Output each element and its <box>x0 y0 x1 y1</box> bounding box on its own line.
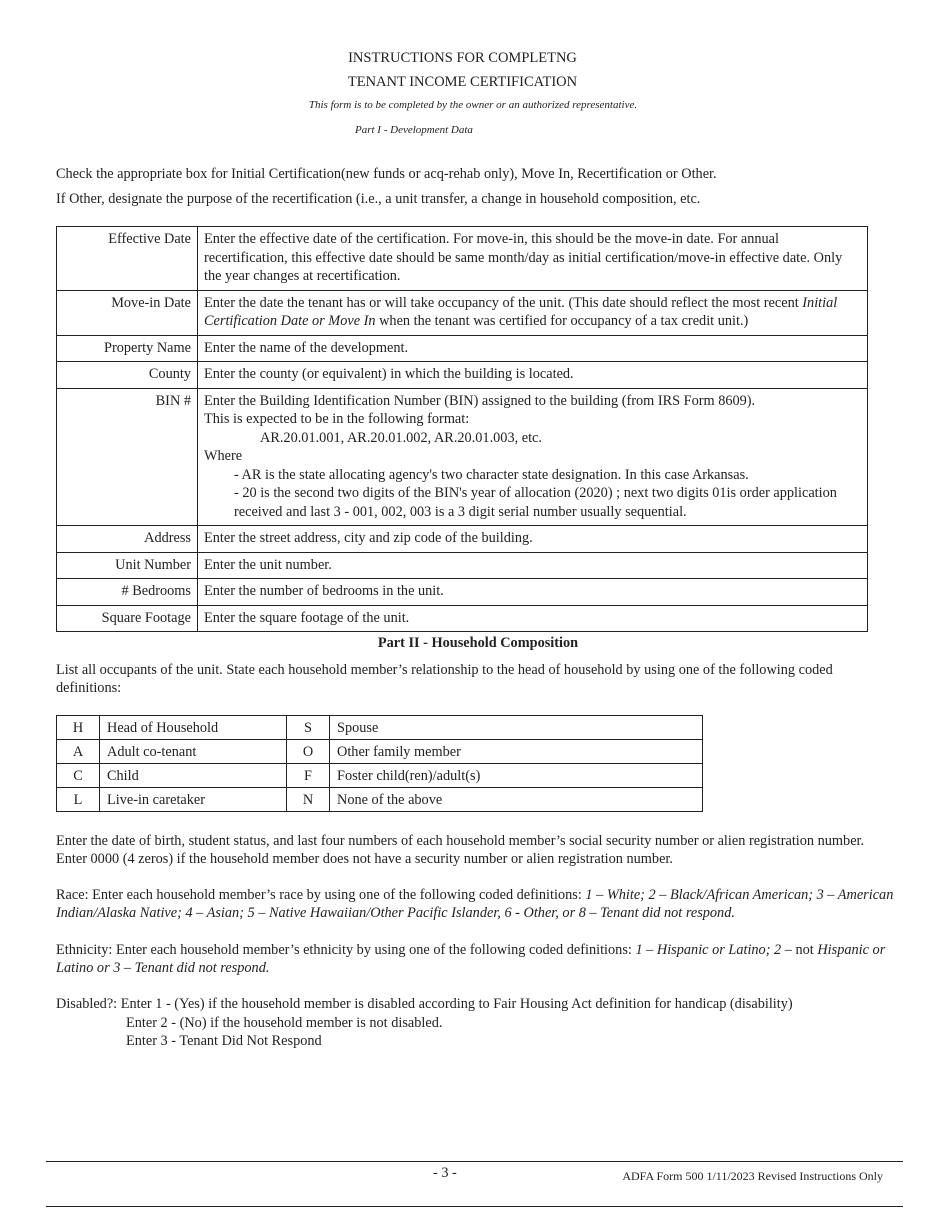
ethnicity-italic-1: 1 – Hispanic or Latino; 2 <box>635 942 782 958</box>
code-cell: S <box>287 716 330 740</box>
definition-cell: None of the above <box>330 788 703 812</box>
definition-cell: Foster child(ren)/adult(s) <box>330 764 703 788</box>
row-label: Address <box>57 526 198 553</box>
definition-cell: Head of Household <box>100 716 287 740</box>
code-cell: F <box>287 764 330 788</box>
ethnicity-prefix: Ethnicity: Enter each household member’s ethnicity by using one of the following coded definitions: <box>56 942 636 958</box>
race-prefix: Race: Enter each household member’s race by using one of the following coded definitions: <box>56 887 586 903</box>
bin-line-1: Enter the Building Identification Number (BIN) assigned to the building (from IRS Form 8609). <box>204 392 756 409</box>
row-label: Effective Date <box>57 227 198 291</box>
bin-where: Where <box>204 448 243 464</box>
row-label: # Bedrooms <box>57 579 198 606</box>
definition-cell: Adult co-tenant <box>100 740 287 764</box>
table-row <box>57 526 868 553</box>
row-label: BIN # <box>57 388 198 526</box>
row-text: Enter the unit number. <box>198 552 868 579</box>
move-in-text-italic: Initial Certification Date or Move In <box>204 294 838 329</box>
table-row <box>57 764 703 788</box>
move-in-text-a: Enter the date the tenant has or will take occupancy of the unit. (This date should reflect the most recent <box>204 294 803 311</box>
table-row <box>57 605 868 632</box>
ethnicity-italic-2: Hispanic or Latino or 3 – Tenant did not respond. <box>56 942 886 976</box>
row-text: Enter the name of the development. <box>198 335 868 362</box>
row-label: Property Name <box>57 335 198 362</box>
definition-cell: Live-in caretaker <box>100 788 287 812</box>
code-cell: H <box>57 716 100 740</box>
bin-format: AR.20.01.001, AR.20.01.002, AR.20.01.003, etc. <box>260 429 542 446</box>
table-row <box>57 362 868 389</box>
development-data-table <box>56 226 868 632</box>
page-number: - 3 - <box>433 1165 457 1181</box>
move-in-text-b: when the tenant was certified for occupancy of a tax credit unit.) <box>375 313 749 329</box>
part1-label: Part I - Development Data <box>355 124 473 136</box>
definition-cell: Other family member <box>330 740 703 764</box>
form-id: ADFA Form 500 1/11/2023 Revised Instructions Only <box>622 1169 883 1183</box>
disabled-line-1: Disabled?: Enter 1 - (Yes) if the household member is disabled according to Fair Housing Act definition for handicap (disability) <box>56 996 793 1012</box>
row-text <box>198 388 868 526</box>
definition-cell: Child <box>100 764 287 788</box>
bin-line-2: This is expected to be in the following format: <box>204 411 470 427</box>
row-text: Enter the county (or equivalent) in which the building is located. <box>198 362 868 389</box>
bin-bullet-1: - AR is the state allocating agency's two character state designation. In this case Arkansas. <box>234 466 749 483</box>
row-text: Enter the number of bedrooms in the unit. <box>198 579 868 606</box>
row-text: Enter the street address, city and zip code of the building. <box>198 526 868 553</box>
row-label: Move-in Date <box>57 290 198 335</box>
table-row <box>57 716 703 740</box>
bin-bullet-2: - 20 is the second two digits of the BIN's year of allocation (2020) ; next two digits 01is order application received and last 3 - 001, 002, 003 is a 3 digit serial number usually sequential. <box>234 485 837 520</box>
disabled-line-3: Enter 3 - Tenant Did Not Respond <box>126 1033 322 1049</box>
race-instructions <box>56 886 906 922</box>
row-label: Square Footage <box>57 605 198 632</box>
part2-intro: List all occupants of the unit. State each household member’s relationship to the head of household by using one of the following coded definitions: <box>56 662 833 696</box>
table-row <box>57 579 868 606</box>
part2-heading: Part II - Household Composition <box>377 635 579 651</box>
intro-line-1: Check the appropriate box for Initial Certification(new funds or acq-rehab only), Move In, Recertification or Other. <box>56 166 717 182</box>
row-label: Unit Number <box>57 552 198 579</box>
relationship-codes-table <box>56 715 703 812</box>
table-row <box>57 788 703 812</box>
code-cell: N <box>287 788 330 812</box>
table-row <box>57 552 868 579</box>
code-cell: O <box>287 740 330 764</box>
code-cell: A <box>57 740 100 764</box>
race-codes: 1 – White; 2 – Black/African American; 3 – American Indian/Alaska Native; 4 – Asian; 5 – Native Hawaiian/Other Pacific Islander, 6 - Other, or 8 – Tenant did not respond. <box>56 887 894 921</box>
table-row <box>57 388 868 526</box>
row-text: Enter the square footage of the unit. <box>198 605 868 632</box>
disabled-line-2: Enter 2 - (No) if the household member is not disabled. <box>126 1015 443 1031</box>
title-line-1: INSTRUCTIONS FOR COMPLETNG <box>348 50 577 66</box>
footer-top-rule <box>46 1161 903 1162</box>
dob-instructions: Enter the date of birth, student status, and last four numbers of each household member’s social security number or alien registration number. Enter 0000 (4 zeros) if the household member does not have a security number or alien registration number. <box>56 833 865 867</box>
table-row <box>57 290 868 335</box>
code-cell: L <box>57 788 100 812</box>
row-text: Enter the effective date of the certification. For move-in, this should be the move-in date. For annual recertification, this effective date should be same month/day as initial certification/move-in effective date. Only the year changes at recertification. <box>198 227 868 291</box>
ethnicity-instructions <box>56 941 896 977</box>
definition-cell: Spouse <box>330 716 703 740</box>
intro-line-2: If Other, designate the purpose of the recertification (i.e., a unit transfer, a change in household composition, etc. <box>56 191 701 207</box>
table-row <box>57 227 868 291</box>
subtitle: This form is to be completed by the owner or an authorized representative. <box>308 99 638 111</box>
ethnicity-mid: – not <box>781 942 818 958</box>
footer-bottom-rule <box>46 1206 903 1207</box>
table-row <box>57 335 868 362</box>
code-cell: C <box>57 764 100 788</box>
table-row <box>57 740 703 764</box>
title-line-2: TENANT INCOME CERTIFICATION <box>347 74 578 90</box>
row-text <box>198 290 868 335</box>
row-label: County <box>57 362 198 389</box>
